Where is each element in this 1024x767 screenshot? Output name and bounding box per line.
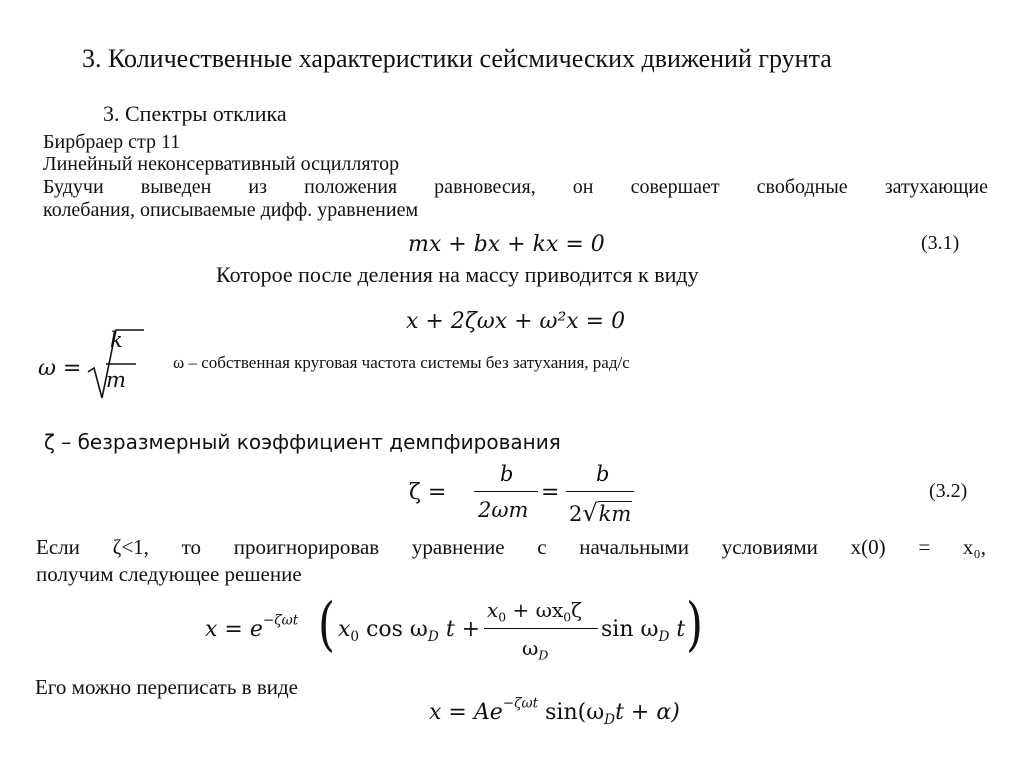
solution-exponent: −ζωt: [262, 612, 299, 629]
sin-t: t: [669, 617, 686, 642]
section-subtitle: 3. Спектры отклика: [103, 101, 287, 126]
zeta-definition: ζ – безразмерный коэффициент демпфирования: [44, 430, 561, 454]
condition-line-1: Если ζ<1, то проигнорировав уравнение с начальными условиями x(0) = x₀,: [36, 535, 986, 559]
condition-line-2: получим следующее решение: [36, 562, 302, 586]
final-c: t + α): [615, 700, 680, 725]
omega-numerator: k: [110, 328, 123, 352]
normalized-equation: x + 2ζωx + ω²x = 0: [406, 309, 626, 334]
zeta-den2-radicand: km: [598, 502, 632, 526]
t-plus: t +: [438, 617, 481, 642]
sin-sub-D: D: [658, 628, 670, 645]
final-equation: [429, 695, 680, 728]
solution-fraction-denominator: [522, 636, 549, 663]
num-x-sub: 0: [498, 609, 507, 625]
oscillator-line: Линейный неконсервативный осциллятор: [43, 153, 400, 175]
fraction-bar-3: [484, 628, 598, 629]
description-line-1: Будучи выведен из положения равновесия, он совершает свободные затухающие: [43, 176, 988, 198]
solution-lhs: [205, 612, 299, 642]
right-paren: ): [686, 590, 703, 658]
sin-omega: sin ω: [601, 617, 659, 642]
final-exp: −ζωt: [502, 695, 539, 712]
den-omega: ω: [522, 636, 539, 660]
omega-lhs: ω =: [38, 356, 82, 381]
description-line-2: колебания, описываемые дифф. уравнением: [43, 199, 419, 221]
equation-number-3-2: (3.2): [929, 480, 968, 502]
x-var: x: [338, 617, 351, 642]
x-sub: 0: [350, 628, 360, 645]
final-a: x = Ae: [429, 700, 503, 725]
solution-lhs-base: x = e: [205, 617, 263, 642]
final-sin: sin(ω: [538, 700, 605, 725]
zeta-numerator-1: b: [500, 462, 514, 486]
solution-term-2: [601, 617, 686, 645]
rewrite-line: Его можно переписать в виде: [35, 675, 298, 699]
zeta-den2-coef: 2: [569, 502, 583, 526]
omega-denominator: m: [106, 368, 126, 392]
equation-number-3-1: (3.1): [921, 232, 960, 254]
sqrt-sign-icon: √: [582, 499, 598, 527]
fraction-bar-1: [474, 491, 538, 492]
cos-omega: cos ω: [359, 617, 428, 642]
solution-fraction-numerator: [487, 598, 582, 625]
zeta-denominator-2: [569, 499, 632, 527]
equation-3-1: mx + bx + kx = 0: [408, 232, 605, 257]
num-x-sub-2: 0: [563, 609, 572, 625]
num-x: x: [487, 598, 499, 622]
num-plus-omega-x: + ωx: [506, 598, 564, 622]
omega-sub-D: D: [427, 628, 439, 645]
final-sub-D: D: [604, 711, 616, 728]
mass-division-line: Которое после деления на массу приводится к виду: [216, 262, 699, 287]
den-sub: D: [538, 647, 549, 663]
zeta-lhs: ζ =: [409, 480, 447, 505]
solution-term-1: [338, 617, 481, 645]
omega-description: ω – собственная круговая частота системы без затухания, рад/с: [173, 353, 630, 372]
num-zeta: ζ: [571, 598, 582, 622]
page-title: 3. Количественные характеристики сейсмических движений грунта: [82, 44, 832, 73]
zeta-numerator-2: b: [596, 462, 610, 486]
zeta-denominator-1: 2ωm: [478, 498, 529, 522]
reference-line: Бирбраер стр 11: [43, 131, 181, 153]
fraction-bar-2: [566, 491, 634, 492]
left-paren: (: [318, 590, 335, 658]
zeta-equals: =: [541, 480, 560, 505]
